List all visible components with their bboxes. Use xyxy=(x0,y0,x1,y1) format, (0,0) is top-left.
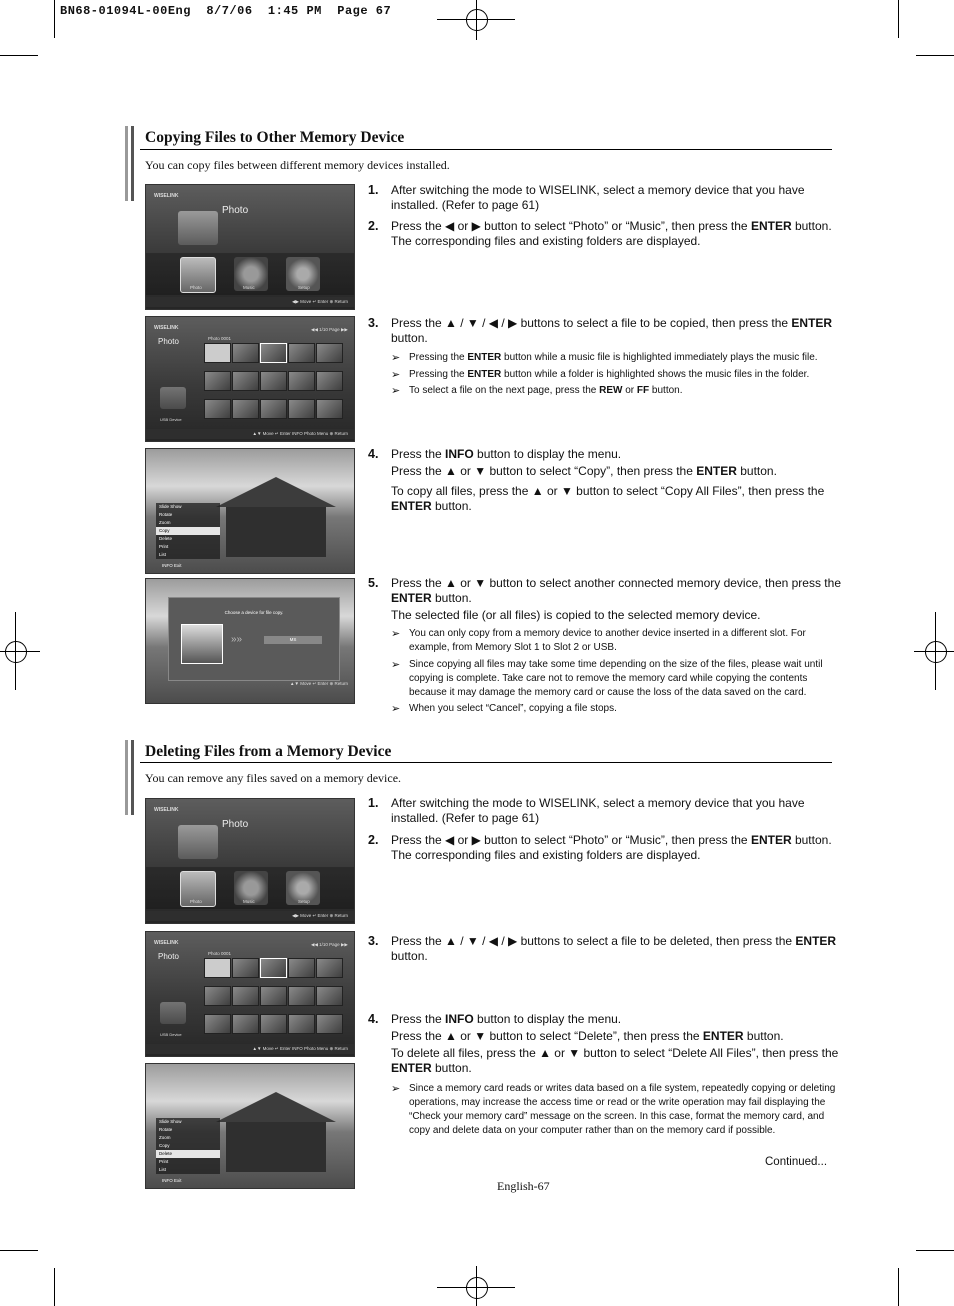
crop-mark xyxy=(898,1268,899,1306)
step-5: 5. Press the ▲ or ▼ button to select another connected memory device, then press the ENTER button. The selected file (or all files) is copied to the selected memory device. xyxy=(368,576,841,622)
screenshot-delete-menu xyxy=(145,1063,355,1189)
screenshot-main-menu xyxy=(145,184,355,310)
screen-footer: ◀▶ Move ↵ Enter ⊕ Return xyxy=(146,297,354,307)
note: ➢ You can only copy from a memory device to another device inserted in a different slot. For example, from Memory Slot 1 to Slot 2 or USB. xyxy=(391,628,806,653)
screenshot-copy-menu xyxy=(145,448,355,574)
registration-mark xyxy=(437,0,515,40)
registration-mark xyxy=(437,1266,515,1306)
note-arrow-icon: ➢ xyxy=(391,369,401,381)
dialog-thumbnail xyxy=(181,624,223,664)
device-label: USB Device xyxy=(160,417,182,422)
note: ➢ Since a memory card reads or writes data based on a file system, repeatedly copying or deleting operations, may increase the access time or read or the write operation may fail displaying the “Check your memory card” message on the screen. In this case, format the memory card, and copy and delete data on your computer rather than on the memory card if possible. xyxy=(391,1083,836,1136)
section-accent-bar xyxy=(131,740,134,815)
crop-mark xyxy=(916,1250,954,1251)
screenshot-main-menu xyxy=(145,798,355,924)
section-title: Deleting Files from a Memory Device xyxy=(145,743,392,760)
crop-mark xyxy=(54,1268,55,1306)
device-dialog: Choose a device for file copy. »» MS xyxy=(168,597,340,681)
step-4: 4. Press the INFO button to display the menu. Press the ▲ or ▼ button to select “Delete”, then press the ENTER button. To delete all files, press the ▲ or ▼ button to select “Delete All Files”, then press the ENTER button. xyxy=(368,1012,839,1075)
step-3: 3. Press the ▲ / ▼ / ◀ / ▶ buttons to select a file to be copied, then press the ENTER button. xyxy=(368,316,833,345)
screen-photo-title: Photo xyxy=(158,952,179,961)
screen-photo-title: Photo xyxy=(158,337,179,346)
note: ➢ Pressing the ENTER button while a folder is highlighted shows the music files in the folder. xyxy=(391,369,810,381)
camera-graphic xyxy=(160,387,186,409)
folder-name: Photo 0001 xyxy=(208,951,232,956)
icon-label: Setup xyxy=(298,285,310,290)
section-accent-bar xyxy=(125,126,128,201)
continued-label: Continued... xyxy=(765,1156,828,1168)
screenshot-file-browser xyxy=(145,316,355,442)
screen-photo-title: Photo xyxy=(222,205,249,216)
screen-footer: ◀▶ Move ↵ Enter ⊕ Return xyxy=(146,911,354,921)
note-arrow-icon: ➢ xyxy=(391,628,401,640)
crop-mark xyxy=(916,55,954,56)
screen-photo-title: Photo xyxy=(222,819,249,830)
page-number: English-67 xyxy=(497,1179,550,1193)
section-accent-bar xyxy=(125,740,128,815)
device-option: MS xyxy=(264,636,322,644)
crop-mark xyxy=(898,0,899,38)
icon-label: Music xyxy=(243,285,255,290)
page-indicator: ◀◀ 1/10 Page ▶▶ xyxy=(311,327,348,332)
section-title: Copying Files to Other Memory Device xyxy=(145,129,405,146)
crop-mark xyxy=(0,1250,38,1251)
note-arrow-icon: ➢ xyxy=(391,352,401,364)
camera-graphic xyxy=(178,825,218,859)
note: ➢ When you select “Cancel”, copying a file stops. xyxy=(391,703,617,715)
step-2: 2. Press the ◀ or ▶ button to select “Photo” or “Music”, then press the ENTER button. The corresponding files and existing folders are displayed. xyxy=(368,833,832,862)
screenshot-device-dialog xyxy=(145,578,355,704)
device-label: USB Device xyxy=(160,1032,182,1037)
camera-graphic xyxy=(160,1002,186,1024)
wiselink-logo: WISELINK xyxy=(154,325,179,331)
print-header: BN68-01094L-00Eng 8/7/06 1:45 PM Page 67 xyxy=(60,4,392,18)
screen-footer: ▲▼ Move ↵ Enter ⊕ Return xyxy=(290,681,348,686)
section-rule xyxy=(140,149,832,150)
note-arrow-icon: ➢ xyxy=(391,703,401,715)
camera-graphic xyxy=(178,211,218,245)
note-arrow-icon: ➢ xyxy=(391,385,401,397)
screen-footer: ▲▼ Move ↵ Enter INFO Photo Menu ⊕ Return xyxy=(146,429,354,439)
house-graphic xyxy=(226,1122,326,1172)
registration-mark xyxy=(0,612,40,690)
icon-label: Music xyxy=(243,899,255,904)
note: ➢ Pressing the ENTER button while a music file is highlighted immediately plays the music file. xyxy=(391,352,818,364)
step-1: 1. After switching the mode to WISELINK, select a memory device that you have installed. (Refer to page 61) xyxy=(368,183,805,212)
section-intro: You can remove any files saved on a memory device. xyxy=(145,771,402,785)
section-intro: You can copy files between different memory devices installed. xyxy=(145,158,450,172)
note: ➢ To select a file on the next page, press the REW or FF button. xyxy=(391,385,683,397)
crop-mark xyxy=(54,0,55,38)
menu-exit: INFO Exit xyxy=(162,563,182,568)
folder-name: Photo 0001 xyxy=(208,336,232,341)
menu-exit: INFO Exit xyxy=(162,1178,182,1183)
wiselink-logo: WISELINK xyxy=(154,193,179,199)
wiselink-logo: WISELINK xyxy=(154,940,179,946)
crop-mark xyxy=(0,55,38,56)
note-arrow-icon: ➢ xyxy=(391,659,401,671)
step-2: 2. Press the ◀ or ▶ button to select “Photo” or “Music”, then press the ENTER button. The corresponding files and existing folders are displayed. xyxy=(368,219,832,248)
note-arrow-icon: ➢ xyxy=(391,1083,401,1095)
arrows-icon: »» xyxy=(231,634,243,645)
registration-mark xyxy=(914,612,954,690)
step-3: 3. Press the ▲ / ▼ / ◀ / ▶ buttons to select a file to be deleted, then press the ENTER button. xyxy=(368,934,837,963)
photo-menu: Slide Show Rotate Zoom Copy Delete Print List xyxy=(156,1118,220,1174)
wiselink-logo: WISELINK xyxy=(154,807,179,813)
icon-label: Photo xyxy=(190,285,202,290)
icon-label: Setup xyxy=(298,899,310,904)
icon-label: Photo xyxy=(190,899,202,904)
page-indicator: ◀◀ 1/10 Page ▶▶ xyxy=(311,942,348,947)
screen-footer: ▲▼ Move ↵ Enter INFO Photo Menu ⊕ Return xyxy=(146,1044,354,1054)
screenshot-file-browser xyxy=(145,931,355,1057)
step-4: 4. Press the INFO button to display the menu. Press the ▲ or ▼ button to select “Copy”, then press the ENTER button. To copy all files, press the ▲ or ▼ button to select “Copy All Files”, then press the ENTER button. xyxy=(368,447,825,513)
section-rule xyxy=(140,762,832,763)
note: ➢ Since copying all files may take some time depending on the size of the files, please wait until copying is complete. Take care not to remove the memory card while copying the contents because it may damage the memory card or cause the loss of the data saved on the card. xyxy=(391,659,823,698)
house-graphic xyxy=(226,507,326,557)
section-accent-bar xyxy=(131,126,134,201)
photo-menu: Slide Show Rotate Zoom Copy Delete Print List xyxy=(156,503,220,559)
step-1: 1. After switching the mode to WISELINK, select a memory device that you have installed. (Refer to page 61) xyxy=(368,796,805,825)
